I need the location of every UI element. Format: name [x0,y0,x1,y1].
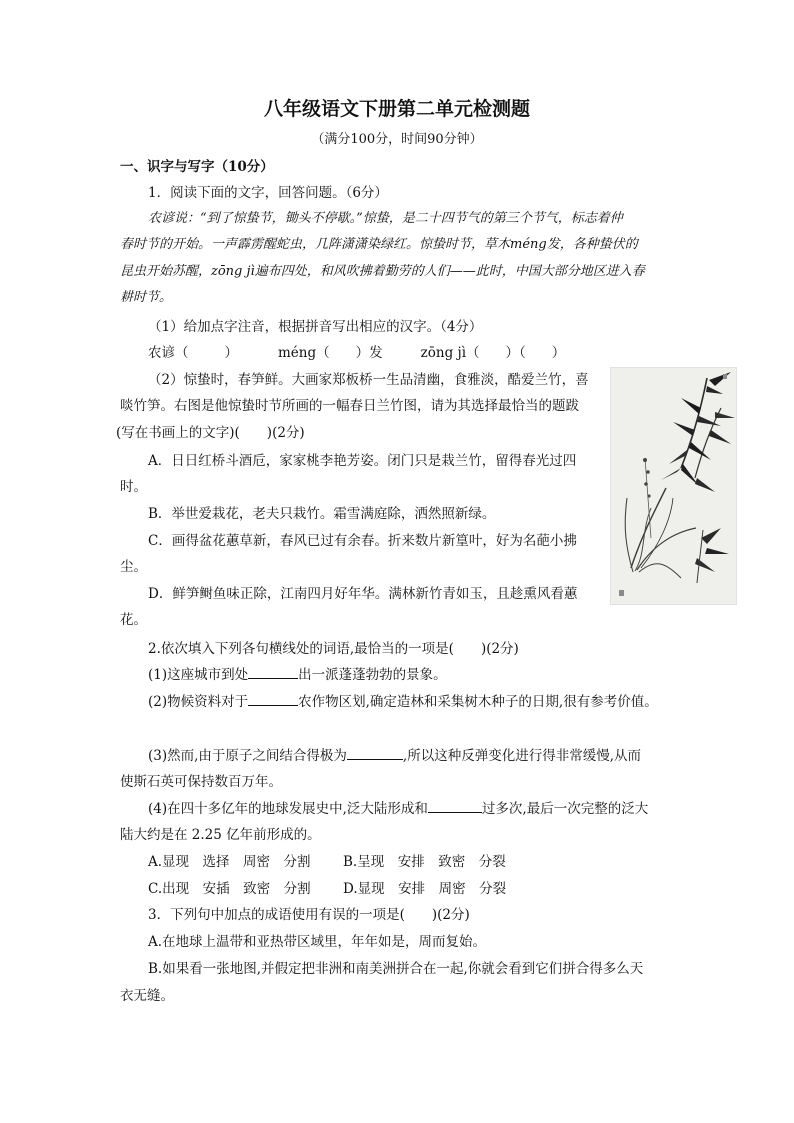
question-2-sentence-1 [148,666,447,684]
question-3-option-b: B.如果看一张地图,并假定把非洲和南美洲拼合在一起,你就会看到它们拼合得多么天 [148,961,644,977]
fill-item-b: méng（ [278,345,330,361]
section-heading: 一、识字与写字（10分） [120,159,274,175]
sentence-text: 过多次,最后一次完整的泛大 [481,801,649,817]
option-c-cont: 尘。 [120,559,147,575]
question-2-sentence-3 [148,747,641,765]
fill-blank [347,747,403,760]
option-b: B．举世爱栽花，老夫只栽竹。霜雪满庭除，洒然照新绿。 [148,506,496,522]
question-1-sub2-line: 啖竹笋。右图是他惊蛰时节所画的一幅春日兰竹图，请为其选择最恰当的题跋 [120,398,579,414]
fill-blank [428,800,482,813]
question-2-sentence-4 [148,800,648,818]
page-title: 八年级语文下册第二单元检测题 [263,98,530,120]
sentence-text: (3)然而,由于原子之间结合得极为 [148,748,347,764]
question-1-sub2-line: （2）惊蛰时，春笋鲜。大画家郑板桥一生品清幽，食雅淡，酷爱兰竹，喜 [148,372,589,388]
page-subtitle: （满分100分，时间90分钟） [311,132,483,147]
bamboo-orchid-painting [610,367,737,605]
sentence-text: (4)在四十多亿年的地球发展史中,泛大陆形成和 [148,801,428,817]
passage-line: 春时节的开始。一声霹雳醒蛇虫，几阵潇潇染绿红。惊蛰时节，草木méng发，各种蛰伏的 [120,237,638,252]
option-d: D．鲜笋鲥鱼味正除，江南四月好年华。满林新竹青如玉，且趁熏风看蕙 [148,586,578,602]
pinyin-fill-line [148,344,565,362]
option-c: C．画得盆花蕙草新，春风已过有余春。折来数片新篁叶，好为名葩小拂 [148,533,577,549]
fill-blank [248,666,298,679]
question-1-sub1: （1）给加点字注音，根据拼音写出相应的汉字。（4分） [148,319,483,335]
fill-item-b-close: ）发 [355,345,383,361]
question-2-option-b: B.呈现 安排 致密 分裂 [343,854,506,870]
fill-item-c-close: ） [551,345,566,361]
question-3-option-a: A.在地球上温带和亚热带区域里，年年如是，周而复始。 [148,934,487,950]
question-2-option-c: C.出现 安插 致密 分割 [148,881,311,897]
question-2-option-d: D.显现 安排 周密 分裂 [343,881,507,897]
ink-painting-image [611,368,736,604]
fill-item-a: 农谚（ [148,345,189,361]
option-a: A．日日红桥斗酒卮，家家桃李艳芳姿。闭门只是栽兰竹，留得春光过四 [148,453,577,469]
sentence-text: 农作物区划,确定造林和采集树木种子的日期,很有参考价值。 [298,694,658,710]
fill-blank [248,693,298,706]
option-a-cont: 时。 [120,479,147,495]
fill-item-c: zōng jì（ [420,345,480,361]
sentence-text: (1)这座城市到处 [148,667,249,683]
passage-line: 农谚说：“到了惊蛰节，锄头不停歇。”惊蛰，是二十四节气的第三个节气，标志着仲 [148,211,623,226]
question-2-option-a: A.显现 选择 周密 分割 [148,854,311,870]
sentence-text: (2)物候资料对于 [148,694,249,710]
passage-line: 耕时节。 [120,290,173,305]
question-3-option-b-cont: 衣无缝。 [120,988,174,1004]
option-d-cont: 花。 [120,612,147,628]
question-3-stem: 3．下列句中加点的成语使用有误的一项是( )(2分) [148,907,470,923]
question-2-sentence-3-cont: 使斯石英可保持数百万年。 [120,774,282,790]
question-2-stem: 2.依次填入下列各句横线处的词语,最恰当的一项是( )(2分) [148,641,519,657]
question-2-sentence-2 [148,693,658,711]
question-2-sentence-4-cont: 陆大约是在 2.25 亿年前形成的。 [120,827,321,843]
fill-item-c-mid: ）（ [505,345,526,361]
sentence-text: 出一派蓬蓬勃勃的景象。 [298,667,447,683]
question-1-sub2-line: (写在书画上的文字)( )(2分) [116,425,305,441]
sentence-text: ,所以这种反弹变化进行得非常缓慢,从而 [402,748,642,764]
fill-item-a-close: ） [224,345,238,361]
question-1-stem: 1．阅读下面的文字，回答问题。（6分） [148,185,388,201]
passage-line: 昆虫开始苏醒，zōng jì遍布四处，和风吹拂着勤劳的人们——此时，中国大部分地区进入春 [120,264,645,279]
